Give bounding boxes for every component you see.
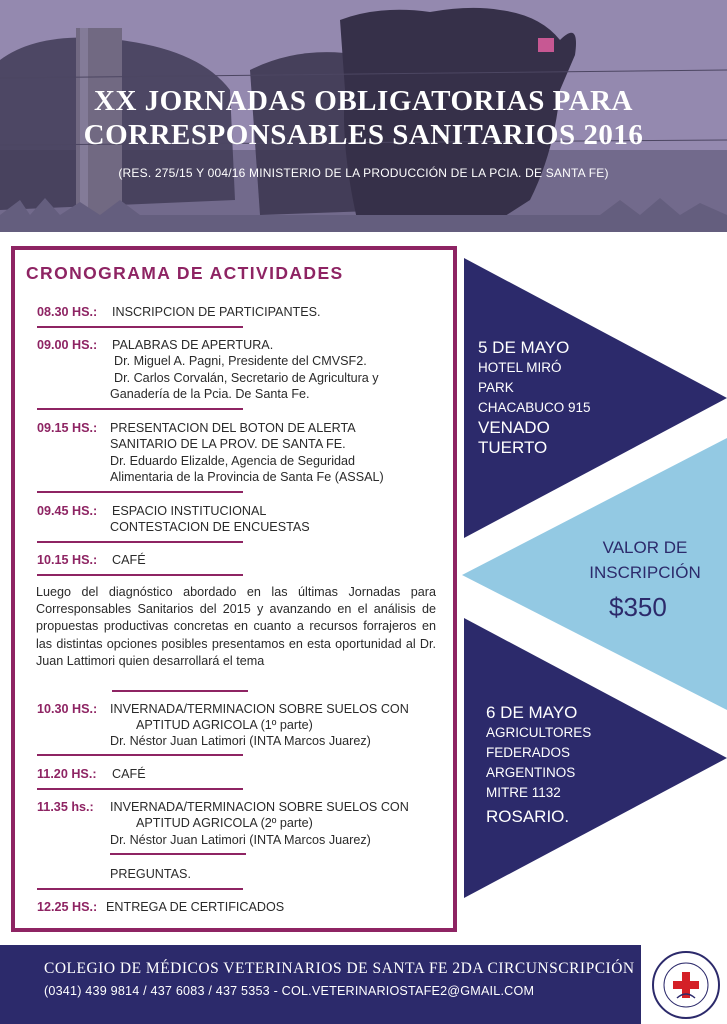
schedule-activity: CAFÉ <box>112 767 146 781</box>
venue2-info <box>486 703 591 827</box>
venue1-city: VENADO <box>478 418 550 437</box>
schedule-activity: ESPACIO INSTITUCIONAL <box>112 504 267 518</box>
schedule-activity: SANITARIO DE LA PROV. DE SANTA FE. <box>110 437 346 451</box>
venue1-info <box>478 338 591 458</box>
schedule-time: 12.25 HS.: <box>37 900 98 914</box>
venue1-date: 5 DE MAYO <box>478 338 570 357</box>
venue2-line: ARGENTINOS <box>486 765 576 780</box>
schedule-activity: APTITUD AGRICOLA (2º parte) <box>136 816 313 830</box>
event-title-line2: CORRESPONSABLES SANITARIOS 2016 <box>83 119 644 151</box>
price-label-2: INSCRIPCIÓN <box>589 563 701 582</box>
schedule-time: 09.00 HS.: <box>37 338 98 352</box>
schedule-activity: INVERNADA/TERMINACION SOBRE SUELOS CON <box>110 800 409 814</box>
venue1-line: PARK <box>478 380 514 395</box>
schedule-activity: PRESENTACION DEL BOTON DE ALERTA <box>110 421 356 435</box>
schedule-speaker: Dr. Eduardo Elizalde, Agencia de Seguridad <box>110 454 356 468</box>
schedule-activity: INSCRIPCION DE PARTICIPANTES. <box>112 305 321 319</box>
footer-org: COLEGIO DE MÉDICOS VETERINARIOS DE SANTA FE 2DA CIRCUNSCRIPCIÓN <box>44 960 635 977</box>
footer-contact: (0341) 439 9814 / 437 6083 / 437 5353 - COL.VETERINARIOSTAFE2@GMAIL.COM <box>44 984 535 998</box>
venue2-city: ROSARIO. <box>486 807 570 826</box>
schedule-activity: PREGUNTAS. <box>110 867 191 881</box>
venue2-line: MITRE 1132 <box>486 785 561 800</box>
schedule-activity: PALABRAS DE APERTURA. <box>112 338 274 352</box>
schedule-time: 11.20 HS.: <box>37 767 97 781</box>
schedule-speaker: Dr. Miguel A. Pagni, Presidente del CMVSF2. <box>114 354 367 368</box>
venue1-city: TUERTO <box>478 438 548 457</box>
description-paragraph: Luego del diagnóstico abordado en las últimas Jornadas para Corresponsables Sanitarios del 2015 y avanzando en el análisis de propuestas productivas concretas en cuanto a recursos forrajeros en las distintas opciones posibles presentamos en esta oportunidad al Dr. Juan Lattimori quien desarrollará el tema <box>36 585 436 668</box>
schedule-time: 10.30 HS.: <box>37 702 98 716</box>
venue2-line: AGRICULTORES <box>486 725 592 740</box>
schedule-speaker: Dr. Carlos Corvalán, Secretario de Agricultura y <box>114 371 379 385</box>
schedule-time: 09.15 HS.: <box>37 421 98 435</box>
schedule-time: 10.15 HS.: <box>37 553 98 567</box>
schedule-speaker: Dr. Néstor Juan Latimori (INTA Marcos Juarez) <box>110 833 371 847</box>
schedule-time: 08.30 HS.: <box>37 305 98 319</box>
venue1-line: HOTEL MIRÓ <box>478 360 562 375</box>
schedule-activity: CAFÉ <box>112 553 146 567</box>
schedule-time: 11.35 hs.: <box>37 800 94 814</box>
event-title-line1: XX JORNADAS OBLIGATORIAS PARA <box>94 85 633 117</box>
schedule-activity: CONTESTACION DE ENCUESTAS <box>110 520 310 534</box>
price-amount: $350 <box>609 592 667 622</box>
venue1-line: CHACABUCO 915 <box>478 400 591 415</box>
event-subtitle: (RES. 275/15 Y 004/16 MINISTERIO DE LA PRODUCCIÓN DE LA PCIA. DE SANTA FE) <box>118 166 609 180</box>
venue2-line: FEDERADOS <box>486 745 571 760</box>
college-seal-icon <box>651 950 721 1020</box>
schedule-speaker: Ganadería de la Pcia. De Santa Fe. <box>110 387 310 401</box>
schedule-speaker: Alimentaria de la Provincia de Santa Fe (ASSAL) <box>110 470 384 484</box>
schedule-activity: INVERNADA/TERMINACION SOBRE SUELOS CON <box>110 702 409 716</box>
venue2-date: 6 DE MAYO <box>486 703 578 722</box>
schedule-speaker: Dr. Néstor Juan Latimori (INTA Marcos Juarez) <box>110 734 371 748</box>
schedule-title: CRONOGRAMA DE ACTIVIDADES <box>26 263 344 283</box>
schedule-activity: ENTREGA DE CERTIFICADOS <box>106 900 285 914</box>
price-label-1: VALOR DE <box>602 538 688 557</box>
schedule-time: 09.45 HS.: <box>37 504 98 518</box>
schedule-activity: APTITUD AGRICOLA (1º parte) <box>136 718 313 732</box>
